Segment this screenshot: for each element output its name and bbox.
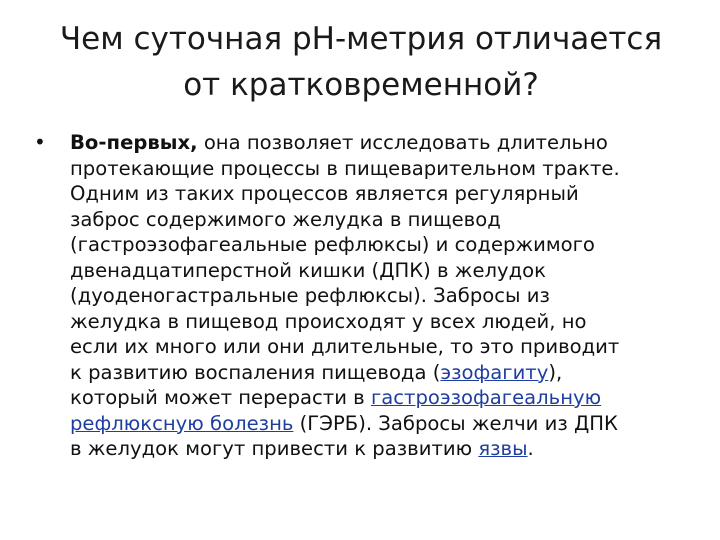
title-line-2: от кратковременной? bbox=[183, 67, 539, 103]
bullet-item bbox=[34, 130, 694, 462]
text-segment: в желудок могут привести к развитию bbox=[70, 437, 479, 460]
text-line bbox=[70, 436, 694, 462]
lead-bold-text: Во-первых, bbox=[70, 131, 198, 154]
text-line: Одним из таких процессов является регулярный bbox=[70, 182, 579, 205]
link-gerd-part2[interactable]: рефлюксную болезнь bbox=[70, 411, 294, 435]
slide-title bbox=[36, 16, 686, 108]
bullet-list bbox=[34, 130, 694, 462]
text-line: протекающие процессы в пищеварительном тракте. bbox=[70, 156, 620, 180]
text-segment: к развитию воспаления пищевода ( bbox=[70, 360, 441, 384]
title-line-1: Чем суточная рН-метрия отличается bbox=[59, 21, 663, 57]
text-segment: она позволяет исследовать длительно bbox=[197, 131, 608, 154]
text-line bbox=[70, 385, 694, 411]
bullet-marker: • bbox=[34, 130, 46, 154]
link-gerd-part1[interactable]: гастроэзофагеальную bbox=[370, 386, 602, 409]
text-line: (гастроэзофагеальные рефлюксы) и содержимого bbox=[70, 233, 595, 256]
text-line bbox=[70, 360, 694, 386]
text-line: если их много или они длительные, то это приводит bbox=[70, 335, 620, 358]
text-line: заброс содержимого желудка в пищевод bbox=[70, 207, 501, 231]
text-line: двенадцатиперстной кишки (ДПК) в желудок bbox=[70, 258, 546, 282]
link-ulcer[interactable]: язвы bbox=[478, 437, 528, 460]
text-line: желудка в пищевод происходят у всех людей, но bbox=[70, 309, 587, 333]
text-segment: . bbox=[527, 437, 534, 460]
text-segment: (ГЭРБ). Забросы желчи из ДПК bbox=[293, 411, 618, 435]
text-line: (дуоденогастральные рефлюксы). Забросы из bbox=[70, 284, 550, 307]
link-esophagitis[interactable]: эзофагиту bbox=[440, 360, 549, 384]
text-line bbox=[70, 411, 694, 437]
text-segment: который может перерасти в bbox=[70, 386, 371, 409]
text-line bbox=[70, 130, 694, 156]
text-segment: ), bbox=[548, 360, 563, 384]
